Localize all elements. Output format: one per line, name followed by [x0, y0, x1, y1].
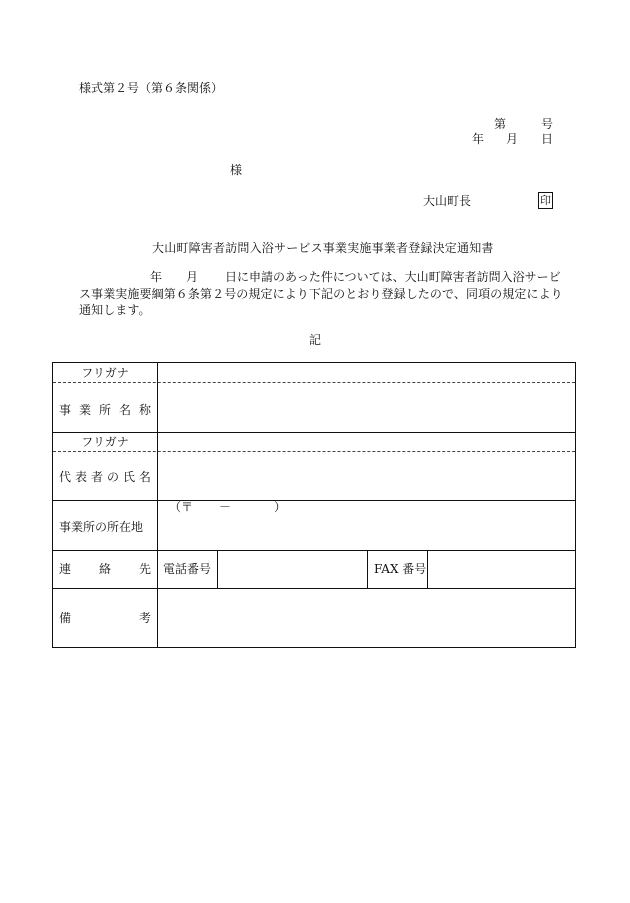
form-number: 様式第２号（第６条関係） [79, 81, 224, 95]
office-name-divider [53, 432, 575, 433]
body-line-1-text: 日に申請のあった件については、大山町障害者訪問入浴サービ [225, 270, 561, 284]
fax-label: FAX 番号 [374, 562, 427, 576]
label-column-divider [157, 363, 158, 647]
address-divider [53, 550, 575, 551]
representative-divider [53, 500, 575, 501]
fax-label-divider-left [367, 550, 368, 588]
address-label: 事業所の所在地 [59, 520, 144, 534]
contact-label: 連 絡 先 [59, 562, 151, 576]
document-number-suffix: 号 [541, 117, 554, 131]
furigana-label-2: フリガナ [81, 435, 129, 449]
remarks-label: 備 考 [59, 611, 151, 625]
office-name-label: 事 業 所 名 称 [59, 403, 151, 417]
body-line-3: 通知します。 [79, 303, 151, 317]
document-title: 大山町障害者訪問入浴サービス事業実施事業者登録決定通知書 [152, 241, 494, 255]
date-month: 月 [506, 132, 519, 146]
ki-heading: 記 [309, 333, 322, 347]
postal-dash: － [219, 500, 232, 514]
body-month: 月 [186, 270, 199, 284]
registration-table [52, 362, 576, 648]
date-day: 日 [541, 132, 554, 146]
representative-label: 代 表 者 の 氏 名 [59, 470, 151, 484]
contact-divider [53, 588, 575, 589]
sender-mayor: 大山町長 [423, 194, 472, 208]
furigana-1-divider [53, 382, 575, 383]
body-line-2: ス事業実施要綱第６条第２号の規定により下記のとおり登録したので、同項の規定により [79, 287, 563, 301]
postal-close: ） [274, 500, 287, 514]
body-line-1 [150, 270, 561, 284]
furigana-label-1: フリガナ [81, 366, 129, 380]
addressee-honorific: 様 [230, 163, 243, 177]
phone-label: 電話番号 [163, 562, 212, 576]
document-number-prefix: 第 [494, 117, 507, 131]
date-year: 年 [472, 132, 485, 146]
furigana-2-divider [53, 451, 575, 452]
body-year: 年 [150, 270, 163, 284]
fax-label-divider-right [427, 550, 428, 588]
postal-open: （〒 [169, 500, 194, 514]
seal-mark: 印 [540, 194, 551, 207]
phone-divider [217, 550, 218, 588]
